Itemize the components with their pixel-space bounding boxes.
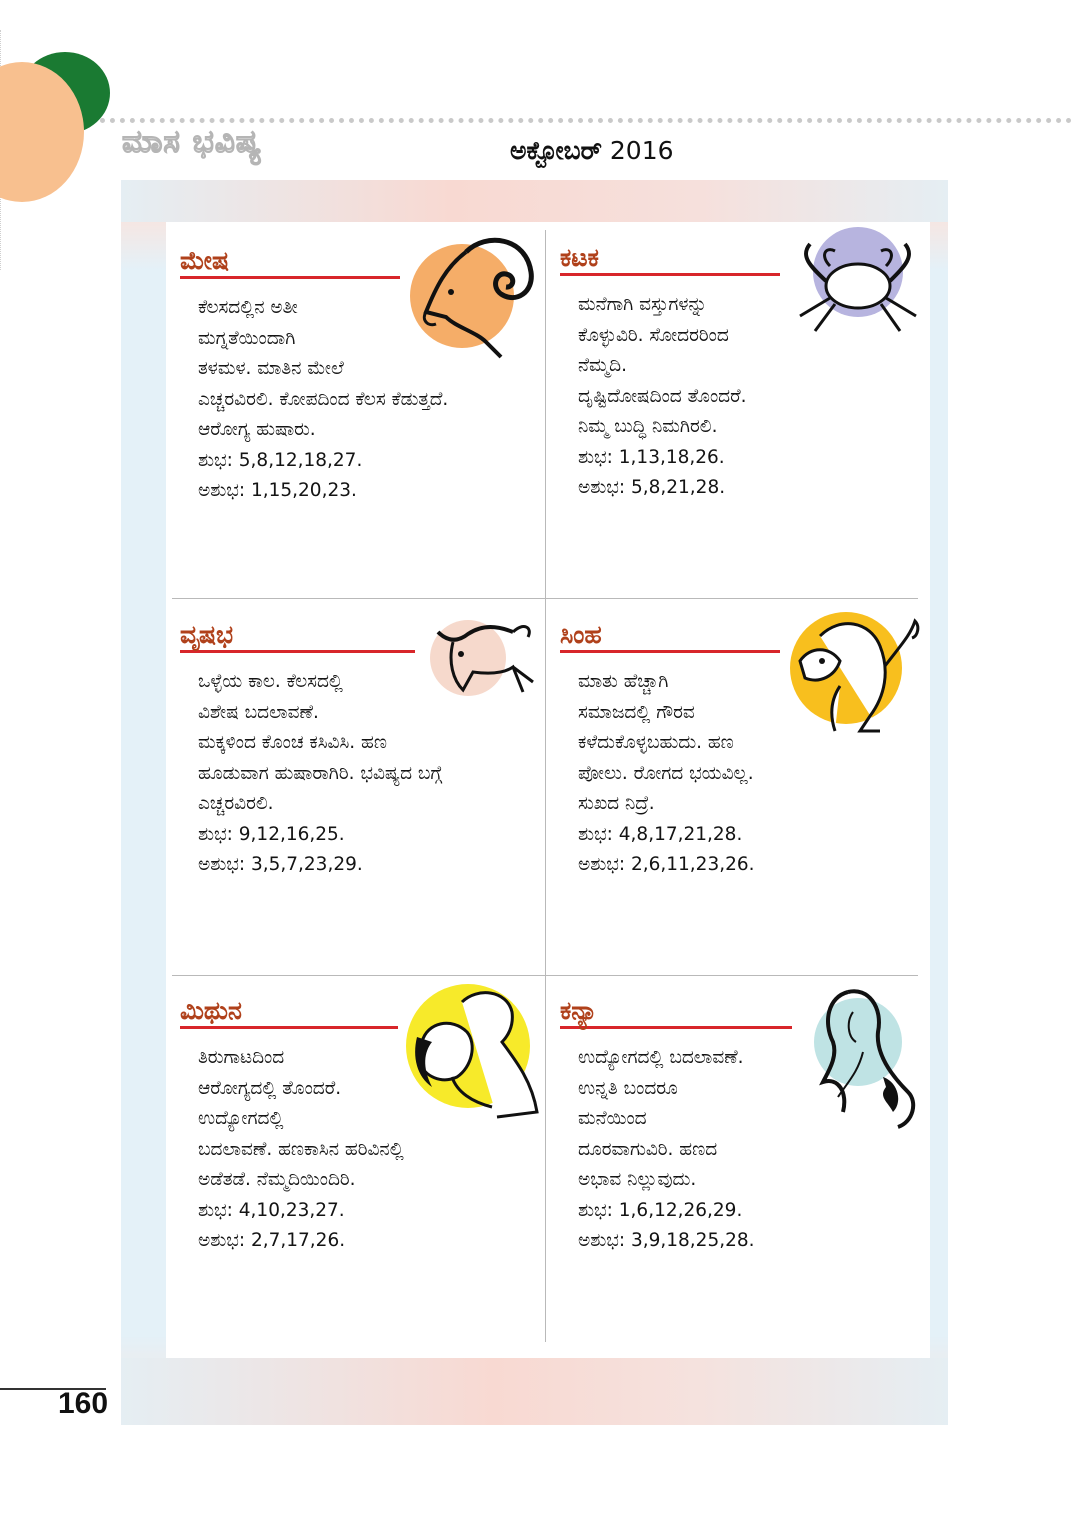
forecast-line: ಕೊಳ್ಳುವಿರಿ. ಸೋದರರಿಂದ xyxy=(578,324,729,346)
forecast-line: ಆರೋಗ್ಯ ಹುಷಾರು. xyxy=(198,419,316,440)
forecast-line: ವಿಶೇಷ ಬದಲಾವಣೆ. xyxy=(198,701,319,723)
lucky-dates: ಶುಭ: 5,8,12,18,27. xyxy=(198,449,363,471)
lucky-dates: ಶುಭ: 1,6,12,26,29. xyxy=(578,1199,743,1221)
forecast-line: ಎಚ್ಚರವಿರಲಿ. ಕೋಪದಿಂದ ಕೆಲಸ ಕೆಡುತ್ತದೆ. xyxy=(198,388,449,410)
forecast-line: ಸಮಾಜದಲ್ಲಿ ಗೌರವ xyxy=(578,701,695,723)
sign-underline xyxy=(560,1026,792,1029)
forecast-line: ಎಚ್ಚರವಿರಲಿ. xyxy=(198,793,274,814)
lion-icon xyxy=(790,606,926,736)
unlucky-dates: ಅಶುಭ: 5,8,21,28. xyxy=(578,477,726,498)
bull-icon xyxy=(428,612,543,702)
unlucky-dates: ಅಶುಭ: 3,5,7,23,29. xyxy=(198,854,363,875)
forecast-line: ಆರೋಗ್ಯದಲ್ಲಿ ತೊಂದರೆ. xyxy=(198,1077,342,1099)
unlucky-dates: ಅಶುಭ: 2,7,17,26. xyxy=(198,1230,346,1251)
month-label: ಅಕ್ಟೋಬರ್ xyxy=(510,136,602,165)
forecast-line: ತಳಮಳ. ಮಾತಿನ ಮೇಲೆ xyxy=(198,358,344,379)
forecast-line: ಮನೆಯಿಂದ xyxy=(578,1108,647,1129)
twins-icon xyxy=(402,982,542,1122)
sign-underline xyxy=(180,276,400,279)
sign-name: ಮೇಷ xyxy=(180,246,229,275)
forecast-line: ಕಳೆದುಕೊಳ್ಳಬಹುದು. ಹಣ xyxy=(578,732,734,753)
lucky-dates: ಶುಭ: 1,13,18,26. xyxy=(578,446,725,468)
forecast-line: ಉದ್ಯೋಗದಲ್ಲಿ ಬದಲಾವಣೆ. xyxy=(578,1047,744,1068)
sign-underline xyxy=(180,650,415,653)
row-divider xyxy=(172,975,918,976)
sign-name: ಮಿಥುನ xyxy=(180,996,242,1025)
sign-name: ವೃಷಭ xyxy=(180,620,234,649)
forecast-line: ಪೋಲು. ರೋಗದ ಭಯವಿಲ್ಲ. xyxy=(578,762,754,784)
sign-name: ಸಿಂಹ xyxy=(560,620,602,649)
page-number: 160 xyxy=(58,1387,109,1420)
unlucky-dates: ಅಶುಭ: 1,15,20,23. xyxy=(198,480,357,501)
column-divider xyxy=(545,230,546,1342)
forecast-line: ಮಗ್ನತೆಯಿಂದಾಗಿ xyxy=(198,327,296,349)
crab-icon xyxy=(790,226,925,346)
lucky-dates: ಶುಭ: 4,10,23,27. xyxy=(198,1199,345,1221)
unlucky-dates: ಅಶುಭ: 2,6,11,23,26. xyxy=(578,854,755,875)
forecast-line: ಸುಖದ ನಿದ್ರೆ. xyxy=(578,793,655,814)
forecast-line: ದೂರವಾಗುವಿರಿ. ಹಣದ xyxy=(578,1138,718,1160)
forecast-line: ಒಳ್ಳೆಯ ಕಾಲ. ಕೆಲಸದಲ್ಲಿ xyxy=(198,671,343,692)
unlucky-dates: ಅಶುಭ: 3,9,18,25,28. xyxy=(578,1230,755,1251)
forecast-line: ಉನ್ನತಿ ಬಂದರೂ xyxy=(578,1077,678,1099)
year-label: 2016 xyxy=(609,136,674,165)
forecast-line: ಉದ್ಯೋಗದಲ್ಲಿ xyxy=(198,1108,284,1129)
forecast-line: ಮಕ್ಕಳಿಂದ ಕೊಂಚ ಕಸಿವಿಸಿ. ಹಣ xyxy=(198,732,387,753)
sign-name: ಕಟಕ xyxy=(560,243,599,272)
forecast-line: ಮಾತು ಹೆಚ್ಚಾಗಿ xyxy=(578,671,669,692)
frame-bottom-band xyxy=(121,1358,948,1425)
forecast-line: ನೆಮ್ಮದಿ. xyxy=(578,355,627,376)
forecast-line: ದೃಷ್ಟಿದೋಷದಿಂದ ತೊಂದರೆ. xyxy=(578,385,747,407)
sign-underline xyxy=(560,650,780,653)
forecast-line: ಕೆಲಸದಲ್ಲಿನ ಅತೀ xyxy=(198,297,298,318)
sign-underline xyxy=(180,1026,398,1029)
lucky-dates: ಶುಭ: 9,12,16,25. xyxy=(198,823,345,845)
forecast-line: ತಿರುಗಾಟದಿಂದ xyxy=(198,1047,285,1068)
forecast-line: ಮನೆಗಾಗಿ ವಸ್ತುಗಳನ್ನು xyxy=(578,294,708,315)
header-dotted-rule xyxy=(100,118,1072,123)
issue-month xyxy=(510,136,674,166)
forecast-line: ನಿಮ್ಮ ಬುದ್ಧಿ ನಿಮಗಿರಲಿ. xyxy=(578,416,718,437)
forecast-line: ಅಭಾವ ನಿಲ್ಲುವುದು. xyxy=(578,1169,697,1190)
row-divider xyxy=(172,598,918,599)
section-title: ಮಾಸ ಭವಿಷ್ಯ xyxy=(122,124,263,160)
forecast-line: ಬದಲಾವಣೆ. ಹಣಕಾಸಿನ ಹರಿವಿನಲ್ಲಿ xyxy=(198,1138,404,1160)
forecast-line: ಅಡೆತಡೆ. ನೆಮ್ಮದಿಯಿಂದಿರಿ. xyxy=(198,1169,356,1190)
ram-icon xyxy=(406,232,546,362)
sign-name: ಕನ್ಯಾ xyxy=(560,996,598,1025)
frame-top-band xyxy=(121,180,948,222)
sign-underline xyxy=(560,273,780,276)
forecast-line: ಹೂಡುವಾಗ ಹುಷಾರಾಗಿರಿ. ಭವಿಷ್ಯದ ಬಗ್ಗೆ xyxy=(198,762,443,784)
lucky-dates: ಶುಭ: 4,8,17,21,28. xyxy=(578,823,743,845)
maiden-icon xyxy=(808,982,923,1132)
